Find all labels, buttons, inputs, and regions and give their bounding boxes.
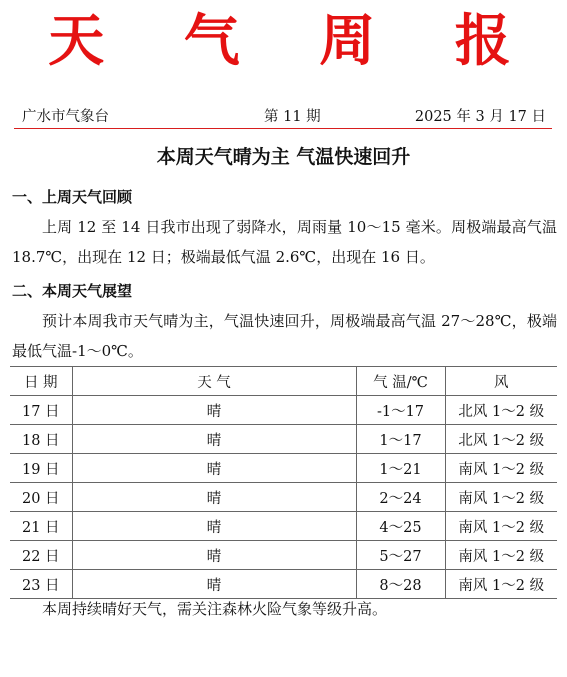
cell-date: 21 日 [10, 512, 72, 541]
masthead-title: 天 气 周 报 [48, 9, 541, 74]
header-date: 日 期 [10, 367, 72, 396]
cell-weather: 晴 [72, 454, 356, 483]
cell-wind: 南风 1～2 级 [445, 483, 557, 512]
cell-wind: 北风 1～2 级 [445, 425, 557, 454]
cell-weather: 晴 [72, 570, 356, 599]
issuing-office: 广水市气象台 [22, 109, 109, 125]
cell-weather: 晴 [72, 512, 356, 541]
headline: 本周天气晴为主 气温快速回升 [156, 146, 411, 168]
header-weather: 天 气 [72, 367, 356, 396]
cell-temperature: -1～17 [356, 396, 445, 425]
table-header-row [10, 367, 557, 396]
cell-wind: 南风 1～2 级 [445, 454, 557, 483]
issue-line [14, 106, 552, 129]
header-wind: 风 [445, 367, 557, 396]
issue-number: 第 11 期 [264, 109, 321, 125]
header-temperature: 气 温/℃ [356, 367, 445, 396]
cell-temperature: 2～24 [356, 483, 445, 512]
cell-date: 17 日 [10, 396, 72, 425]
forecast-table [10, 366, 557, 599]
cell-wind: 南风 1～2 级 [445, 512, 557, 541]
cell-temperature: 8～28 [356, 570, 445, 599]
issue-date: 2025 年 3 月 17 日 [414, 109, 546, 125]
table-row [10, 483, 557, 512]
cell-date: 19 日 [10, 454, 72, 483]
cell-weather: 晴 [72, 425, 356, 454]
cell-temperature: 4～25 [356, 512, 445, 541]
table-row [10, 570, 557, 599]
table-row [10, 541, 557, 570]
table-row [10, 454, 557, 483]
table-row [10, 425, 557, 454]
table-row [10, 512, 557, 541]
cell-temperature: 5～27 [356, 541, 445, 570]
cell-weather: 晴 [72, 483, 356, 512]
footer-note: 本周持续晴好天气，需关注森林火险气象等级升高。 [42, 600, 388, 618]
section-heading-review: 一、上周天气回顾 [12, 188, 133, 206]
cell-date: 23 日 [10, 570, 72, 599]
table-row [10, 396, 557, 425]
section-body-outlook: 预计本周我市天气晴为主，气温快速回升，周极端最高气温 27～28℃，极端最低气温-1～0℃。 [12, 312, 557, 360]
section-body-review: 上周 12 至 14 日我市出现了弱降水，周雨量 10～15 毫米。周极端最高气温 18.7℃，出现在 12 日；极端最低气温 2.6℃，出现在 16 日。 [12, 218, 557, 266]
cell-wind: 北风 1～2 级 [445, 396, 557, 425]
section-heading-outlook: 二、本周天气展望 [12, 282, 133, 300]
cell-wind: 南风 1～2 级 [445, 570, 557, 599]
cell-temperature: 1～17 [356, 425, 445, 454]
cell-date: 22 日 [10, 541, 72, 570]
cell-date: 20 日 [10, 483, 72, 512]
cell-date: 18 日 [10, 425, 72, 454]
cell-temperature: 1～21 [356, 454, 445, 483]
cell-wind: 南风 1～2 级 [445, 541, 557, 570]
cell-weather: 晴 [72, 396, 356, 425]
cell-weather: 晴 [72, 541, 356, 570]
